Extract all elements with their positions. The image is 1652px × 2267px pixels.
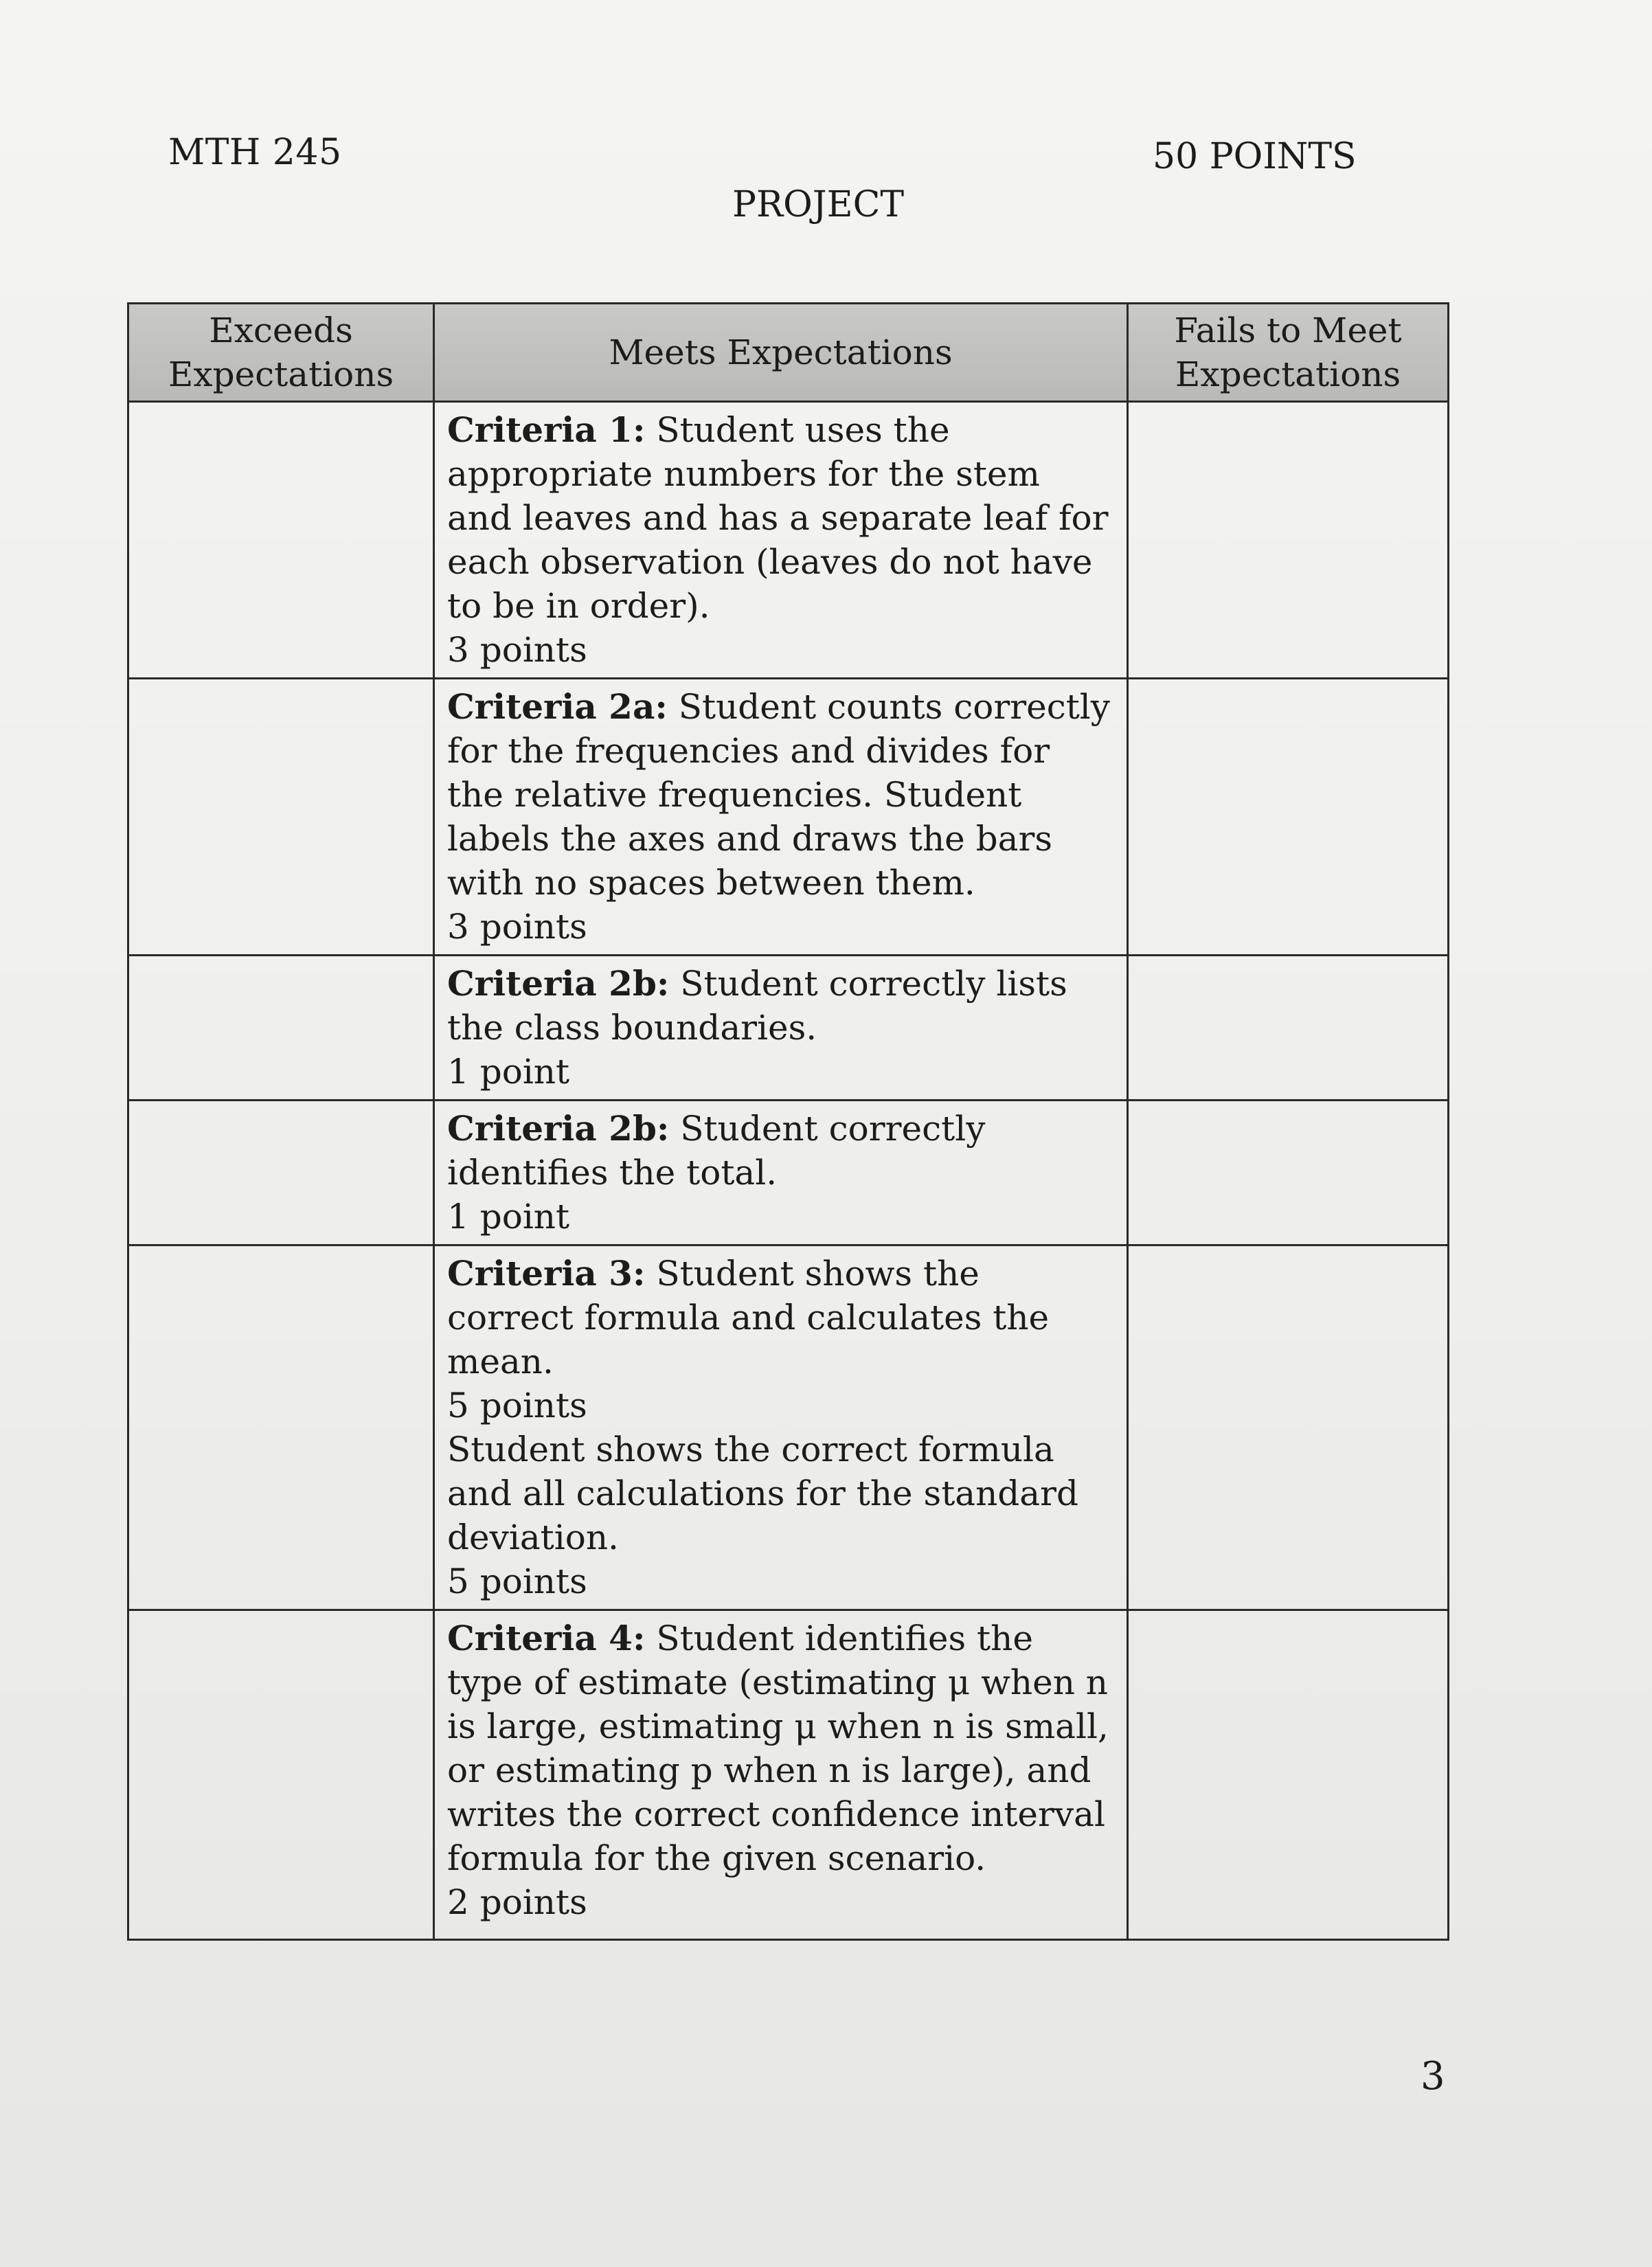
rubric-table (127, 302, 1449, 1941)
criteria-label: Criteria 2b: (447, 963, 670, 1004)
fails-cell (1128, 1245, 1449, 1610)
criteria-text: Student correctly identifies the total. (447, 1109, 986, 1193)
table-row (128, 679, 1449, 956)
criteria-label: Criteria 4: (447, 1618, 646, 1658)
criteria-cell (434, 1101, 1128, 1245)
criteria-points: 3 points (447, 630, 587, 670)
criteria-text: Student uses the appropriate numbers for the stem and leaves and has a separate leaf for each observation (leaves do not have to be in order). (447, 410, 1109, 626)
criteria-label: Criteria 3: (447, 1253, 646, 1294)
total-points: 50 POINTS (1153, 136, 1357, 177)
criteria-points: 1 point (447, 1197, 570, 1237)
exceeds-cell (128, 956, 434, 1101)
rubric-header-row (128, 304, 1449, 402)
criteria-text: Student counts correctly for the frequencies and divides for the relative frequencies. Student labels the axes and draws the bars with no spaces between them. (447, 687, 1111, 903)
exceeds-cell (128, 679, 434, 956)
criteria-cell (434, 679, 1128, 956)
criteria-cell (434, 1610, 1128, 1940)
criteria-text: Student shows the correct formula and calculates the mean. (447, 1254, 1050, 1381)
table-row (128, 402, 1449, 679)
criteria-points: 5 points (447, 1386, 587, 1425)
criteria-cell (434, 1245, 1128, 1610)
criteria-label: Criteria 1: (447, 409, 646, 450)
criteria-cell (434, 956, 1128, 1101)
page-title: PROJECT (732, 184, 905, 225)
table-row (128, 1245, 1449, 1610)
criteria-label: Criteria 2a: (447, 686, 668, 727)
criteria-points-secondary: 5 points (447, 1561, 587, 1601)
page-number: 3 (1421, 2054, 1445, 2099)
criteria-text: Student identifies the type of estimate (estimating μ when n is large, estimating μ when n is small, or estimating p when n is large), and writes the correct confidence interval formula for the given scenario. (447, 1619, 1109, 1878)
exceeds-cell (128, 1245, 434, 1610)
criteria-points: 2 points (447, 1882, 587, 1922)
criteria-text: Student correctly lists the class boundaries. (447, 964, 1067, 1048)
course-code: MTH 245 (168, 132, 342, 173)
header-exceeds: Exceeds Expectations (128, 304, 434, 402)
exceeds-cell (128, 1610, 434, 1940)
fails-cell (1128, 1610, 1449, 1940)
criteria-text-secondary: Student shows the correct formula and all calculations for the standard deviation. (447, 1430, 1079, 1557)
criteria-cell (434, 402, 1128, 679)
table-row (128, 1610, 1449, 1940)
criteria-label: Criteria 2b: (447, 1108, 670, 1149)
criteria-points: 3 points (447, 907, 587, 947)
exceeds-cell (128, 402, 434, 679)
fails-cell (1128, 956, 1449, 1101)
table-row (128, 956, 1449, 1101)
fails-cell (1128, 679, 1449, 956)
table-row (128, 1101, 1449, 1245)
exceeds-cell (128, 1101, 434, 1245)
header-fails: Fails to Meet Expectations (1128, 304, 1449, 402)
fails-cell (1128, 402, 1449, 679)
fails-cell (1128, 1101, 1449, 1245)
header-meets: Meets Expectations (434, 304, 1128, 402)
criteria-points: 1 point (447, 1052, 570, 1092)
